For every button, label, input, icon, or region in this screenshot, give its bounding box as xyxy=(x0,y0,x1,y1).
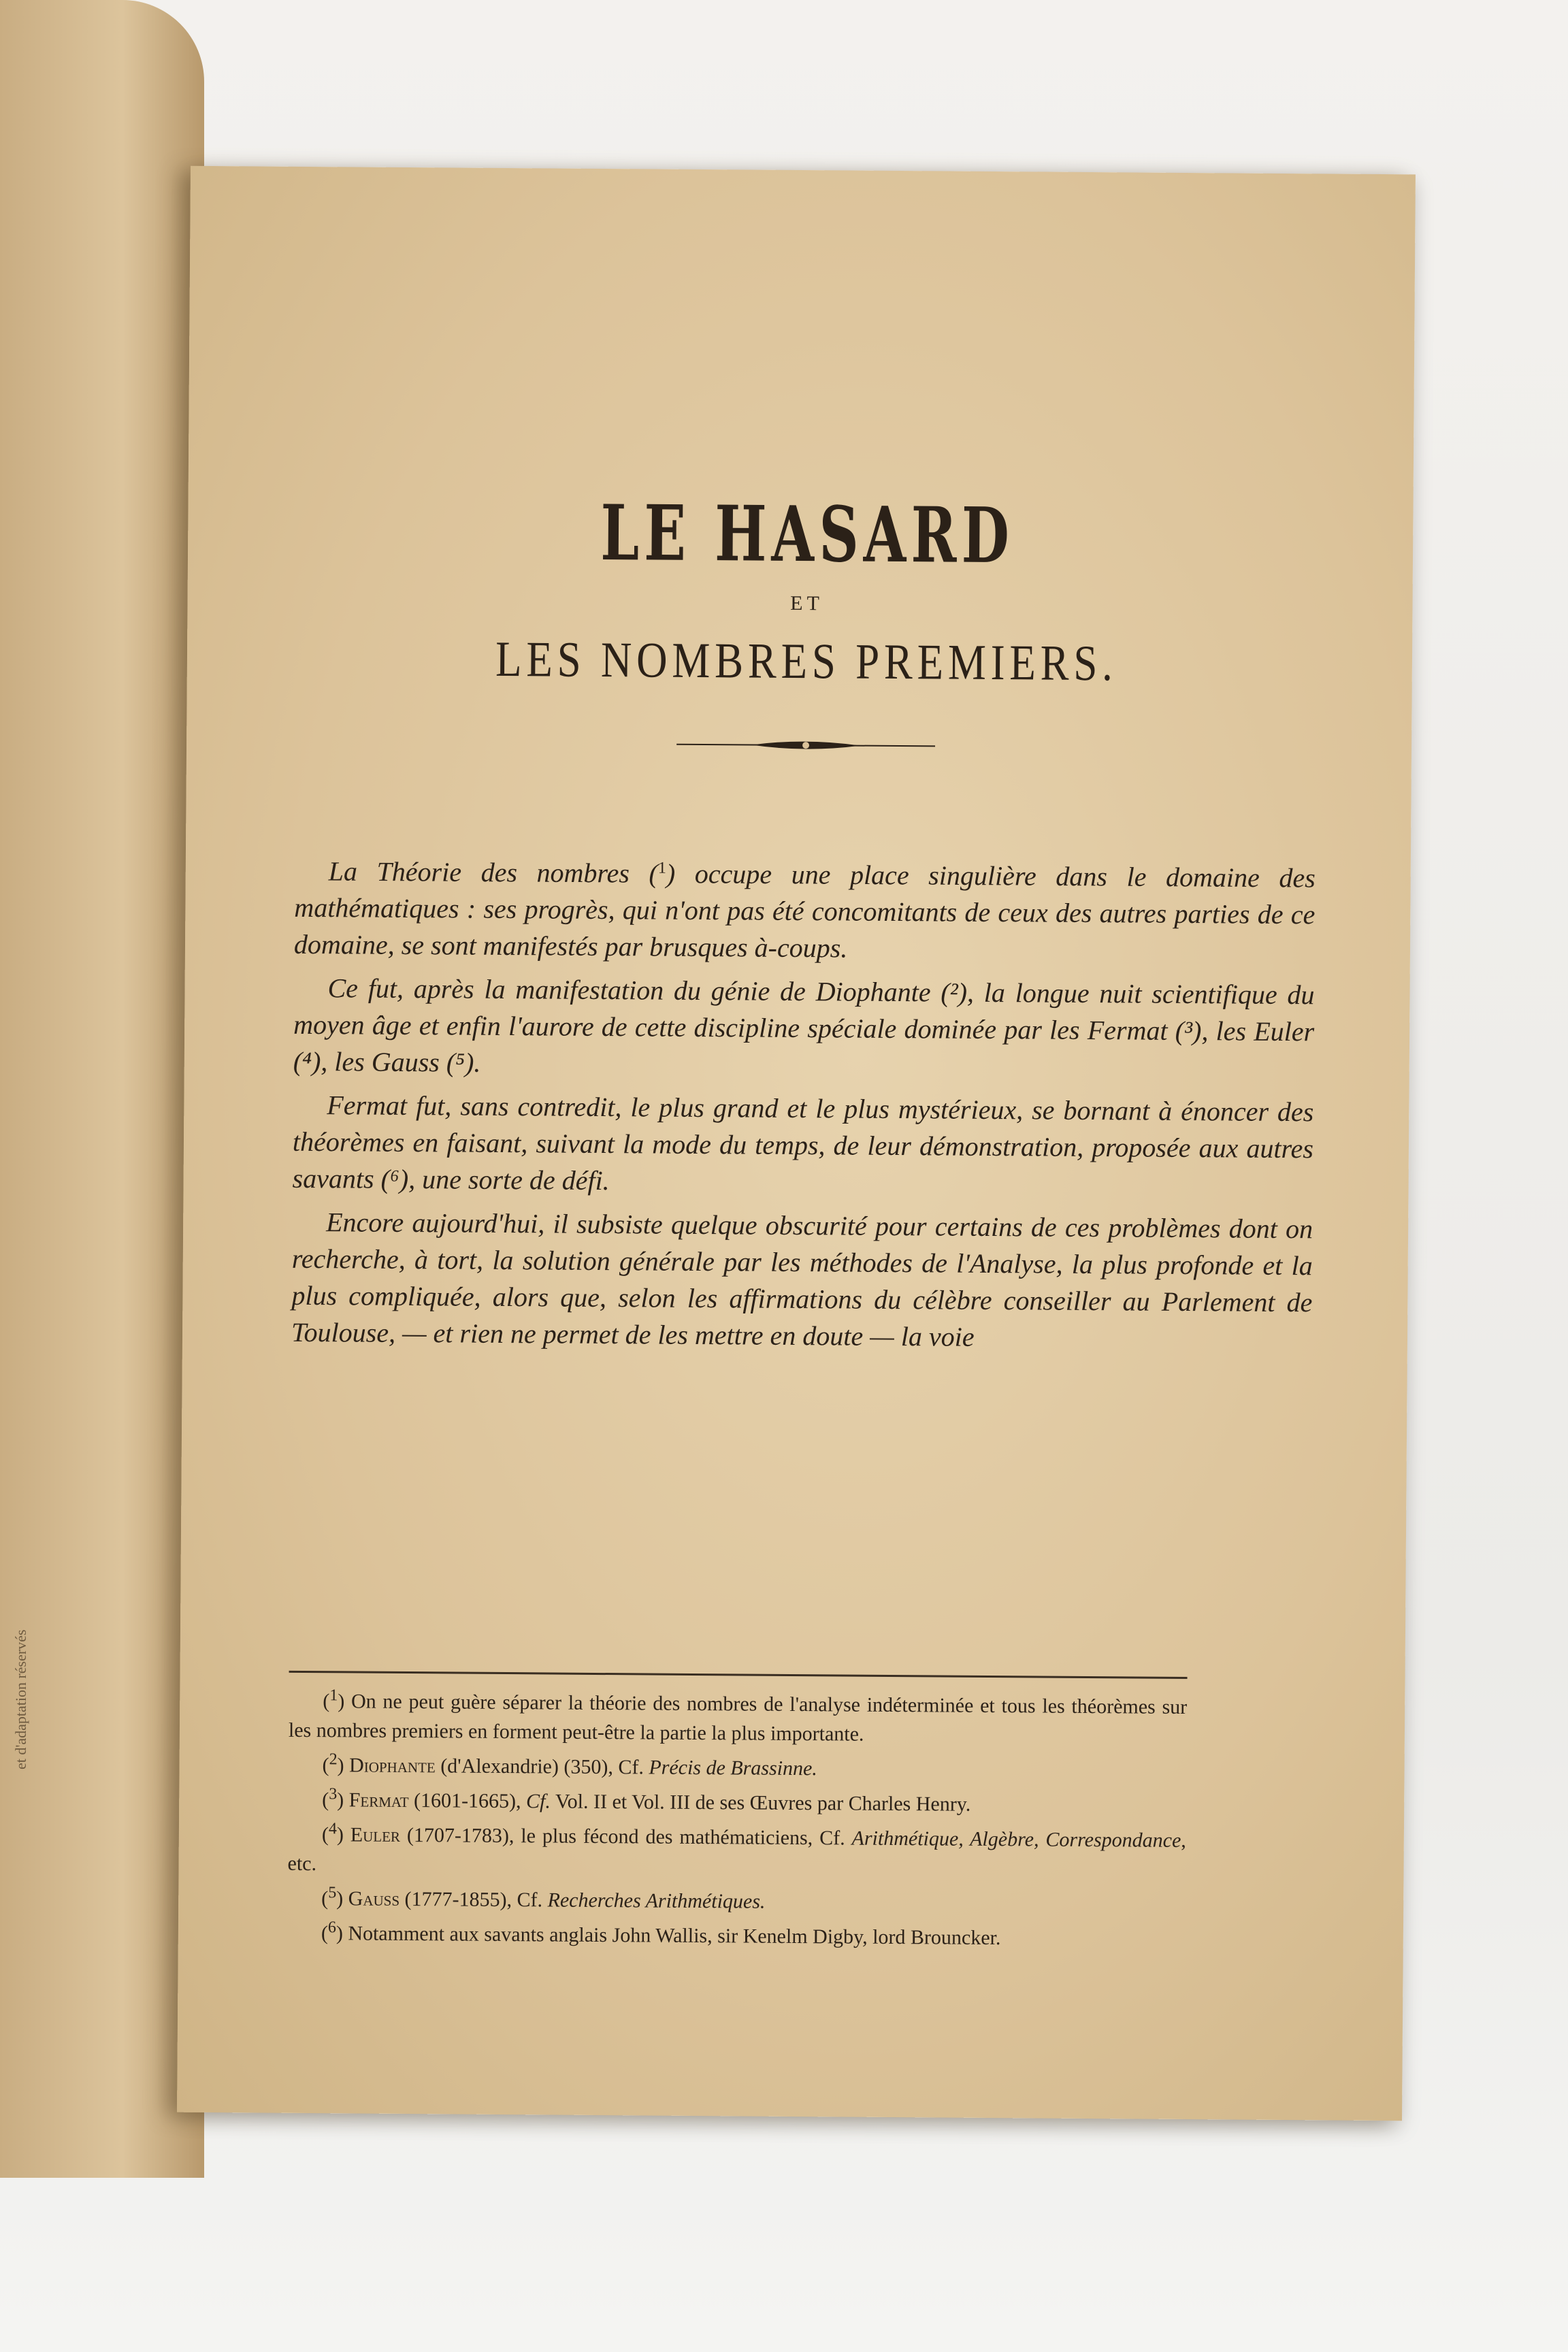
footnote-text: (1601-1665), xyxy=(408,1789,527,1813)
footnote-author: Diophante xyxy=(348,1754,436,1778)
footnote-author: Euler xyxy=(350,1823,401,1846)
paragraph xyxy=(294,847,1316,970)
footnote-author: Gauss xyxy=(348,1887,400,1910)
footnote: ($^5$) Gauss (1777-1855), Cf. Recherches Arithmétiques. xyxy=(321,1884,766,1913)
footnote-ref: 1 xyxy=(657,859,667,877)
footnote: ($^1$) On ne peut guère séparer la théorie des nombres de l'analyse indéterminée et tous les théorèmes sur les nombres premiers en forment peut-être la partie la plus importante. xyxy=(288,1686,1188,1746)
footnote: ($^6$) Notamment aux savants anglais John Wallis, sir Kenelm Digby, lord Brouncker. xyxy=(321,1918,1001,1950)
footnote-text: (1777-1855), Cf. xyxy=(399,1887,548,1912)
footnote-text: (d'Alexandrie) (350), Cf. xyxy=(435,1754,649,1779)
footnote-text: On ne peut guère séparer la théorie des nombres de l'analyse indéterminée et tous les théorèmes sur les nombres premiers en forment peut-être la partie la plus importante. xyxy=(288,1690,1188,1746)
footnote-text: Notamment aux savants anglais John Wallis, sir Kenelm Digby, lord Brouncker. xyxy=(348,1922,1001,1950)
footnote-number: 6 xyxy=(327,1918,337,1937)
ornament-divider xyxy=(676,734,935,757)
footnote-text: Vol. II et Vol. III de ses Œuvres par Charles Henry. xyxy=(550,1790,971,1816)
paragraph-text: La Théorie des nombres ( xyxy=(328,855,659,889)
body-text xyxy=(291,847,1316,1365)
footnote-rule xyxy=(289,1671,1188,1679)
footnote-work: Arithmétique, Algèbre, Correspondance xyxy=(851,1827,1181,1852)
footnote: ($^2$) Diophante (d'Alexandrie) (350), Cf. Précis de Brassinne. xyxy=(322,1750,817,1780)
left-margin-note: et d'adaptation réservés xyxy=(12,1629,29,1769)
page-subtitle: LES NOMBRES PREMIERS. xyxy=(495,631,1117,692)
paragraph-text: ) occupe une place singulière dans le domaine des mathématiques : ses progrès, qui n'ont pas été concomitants de ceux des autres parties de ce domaine, se sont manifestés par brusques à-coups. xyxy=(293,858,1316,964)
footnote-text: , etc. xyxy=(287,1829,1186,1876)
page-title: LE HASARD xyxy=(600,488,1015,581)
footnote-number: 5 xyxy=(328,1884,337,1902)
title-conjunction: ET xyxy=(790,591,823,615)
footnote-work: Précis de Brassinne. xyxy=(649,1756,817,1780)
footnote-number: 4 xyxy=(328,1820,338,1838)
paragraph: Ce fut, après la manifestation du génie de Diophante (²), la longue nuit scientifique du moyen âge et enfin l'aurore de cette discipline spéciale dominée par les Fermat (³), les Euler (⁴), les Gauss (⁵). xyxy=(293,973,1315,1079)
footnote-number: 2 xyxy=(329,1750,338,1769)
left-page xyxy=(0,0,204,2178)
book-page xyxy=(177,166,1416,2121)
page-content xyxy=(287,167,1320,1950)
footnote: ($^4$) Euler (1707-1783), le plus fécond des mathématiciens, Cf. Arithmétique, Algèbre, Correspondance, etc. xyxy=(287,1820,1186,1876)
footnote-text: (1707-1783), le plus fécond des mathématiciens, Cf. xyxy=(399,1823,852,1850)
paragraph: Encore aujourd'hui, il subsiste quelque obscurité pour certains de ces problèmes dont on recherche, à tort, la solution générale par les méthodes de l'Analyse, la plus profonde et la plus compliquée, alors que, selon les affirmations du célèbre conseiller au Parlement de Toulouse, — et rien ne permet de les mettre en doute — la voie xyxy=(291,1207,1313,1353)
footnotes xyxy=(287,1681,1188,1954)
footnote-author: Fermat xyxy=(348,1788,409,1812)
footnote-work: Recherches Arithmétiques. xyxy=(547,1889,766,1913)
paragraph: Fermat fut, sans contredit, le plus grand et le plus mystérieux, se bornant à énoncer des théorèmes en faisant, suivant la mode du temps, de leur démonstration, proposée aux autres savants (⁶), une sorte de défi. xyxy=(292,1090,1314,1196)
footnote: ($^3$) Fermat (1601-1665), Cf. Vol. II et Vol. III de ses Œuvres par Charles Henry. xyxy=(322,1785,971,1816)
footnote-number: 3 xyxy=(329,1785,338,1803)
footnote-number: 1 xyxy=(329,1686,338,1705)
footnote-work: Cf. xyxy=(525,1790,551,1813)
